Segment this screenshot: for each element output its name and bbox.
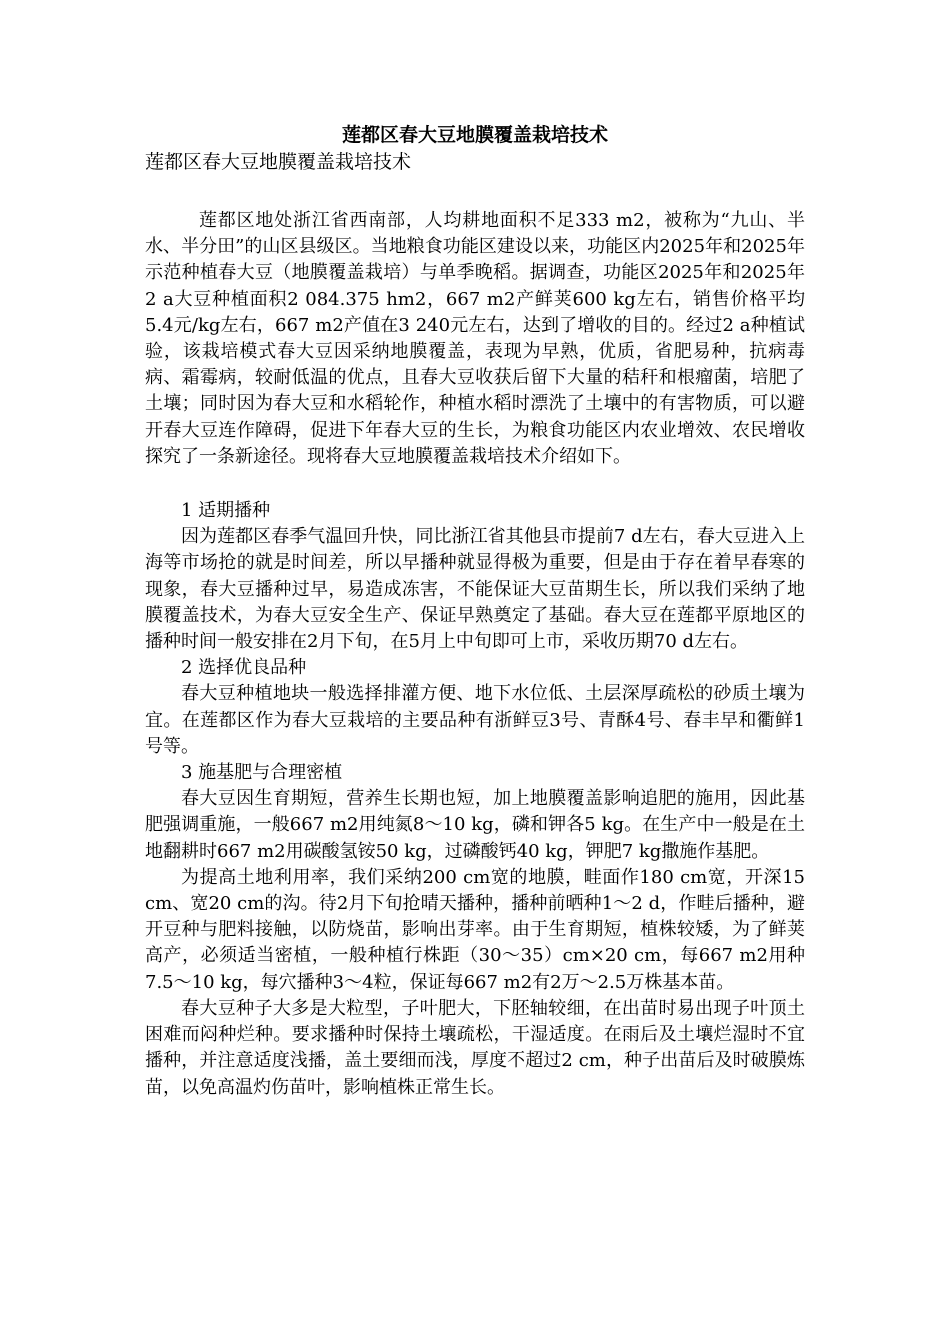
- intro-paragraph: 莲都区地处浙江省西南部，人均耕地面积不足333 m2，被称为“九山、半水、半分田”的山区县级区。当地粮食功能区建设以来，功能区内2025年和2025年示范种植春大豆（地膜覆盖栽培）与单季晚稻。据调查，功能区2025年和2025年2 a大豆种植面积2 084.375 hm2，667 m2产鲜荚600 kg左右，销售价格平均5.4元/kg左右，667 m2产值在3 240元左右，达到了增收的目的。经过2 a种植试验，该栽培模式春大豆因采纳地膜覆盖，表现为早熟，优质，省肥易种，抗病毒病、霜霉病，较耐低温的优点，且春大豆收获后留下大量的秸秆和根瘤菌，培肥了土壤；同时因为春大豆和水稻轮作，种植水稻时漂洗了土壤中的有害物质，可以避开春大豆连作障碍，促进下年春大豆的生长，为粮食功能区内农业增效、农民增收探究了一条新途径。现将春大豆地膜覆盖栽培技术介绍如下。: [145, 210, 805, 467]
- section-heading-fertilizer: 3 施基肥与合理密植: [181, 762, 343, 784]
- paragraph-fertilizer: 春大豆因生育期短，营养生长期也短，加上地膜覆盖影响追肥的施用，因此基肥强调重施，一般667 m2用纯氮8～10 kg，磷和钾各5 kg。在生产中一般是在土地翻耕时667 m2用碳酸氢铵50 kg，过磷酸钙40 kg，钾肥7 kg撒施作基肥。: [145, 788, 805, 862]
- blank-line: [145, 176, 805, 208]
- paragraph-seed: 春大豆种子大多是大粒型，子叶肥大，下胚轴较细，在出苗时易出现子叶顶土困难而闷种烂种。要求播种时保持土壤疏松，干湿适度。在雨后及土壤烂湿时不宜播种，并注意适度浅播，盖土要细而浅，厚度不超过2 cm，种子出苗后及时破膜炼苗，以免高温灼伤苗叶，影响植株正常生长。: [145, 997, 805, 1098]
- document-title: 莲都区春大豆地膜覆盖栽培技术: [341, 124, 608, 146]
- paragraph-variety: 春大豆种植地块一般选择排灌方便、地下水位低、土层深厚疏松的砂质土壤为宜。在莲都区作为春大豆栽培的主要品种有浙鲜豆3号、青酥4号、春丰早和衢鲜1号等。: [145, 683, 805, 757]
- document-subtitle: 莲都区春大豆地膜覆盖栽培技术: [145, 151, 412, 173]
- section-heading-variety: 2 选择优良品种: [181, 657, 307, 679]
- section-heading-sowing: 1 适期播种: [181, 500, 271, 522]
- blank-line: [145, 470, 805, 498]
- paragraph-planting: 为提高土地利用率，我们采纳200 cm宽的地膜，畦面作180 cm宽，开深15 cm、宽20 cm的沟。待2月下旬抢晴天播种，播种前晒种1～2 d，作畦后播种，避开豆种与肥料接触，以防烧苗，影响出芽率。由于生育期短，植株较矮，为了鲜荚高产，必须适当密植，一般种植行株距（30～35）cm×20 cm，每667 m2用种7.5～10 kg，每穴播种3～4粒，保证每667 m2有2万～2.5万株基本苗。: [145, 866, 805, 993]
- paragraph-sowing: 因为莲都区春季气温回升快，同比浙江省其他县市提前7 d左右，春大豆进入上海等市场抢的就是时间差，所以早播种就显得极为重要，但是由于存在着早春寒的现象，春大豆播种过早，易造成冻害，不能保证大豆苗期生长，所以我们采纳了地膜覆盖技术，为春大豆安全生产、保证早熟奠定了基础。春大豆在莲都平原地区的播种时间一般安排在2月下旬，在5月上中旬即可上市，采收历期70 d左右。: [145, 526, 805, 653]
- document-body: [145, 122, 805, 1101]
